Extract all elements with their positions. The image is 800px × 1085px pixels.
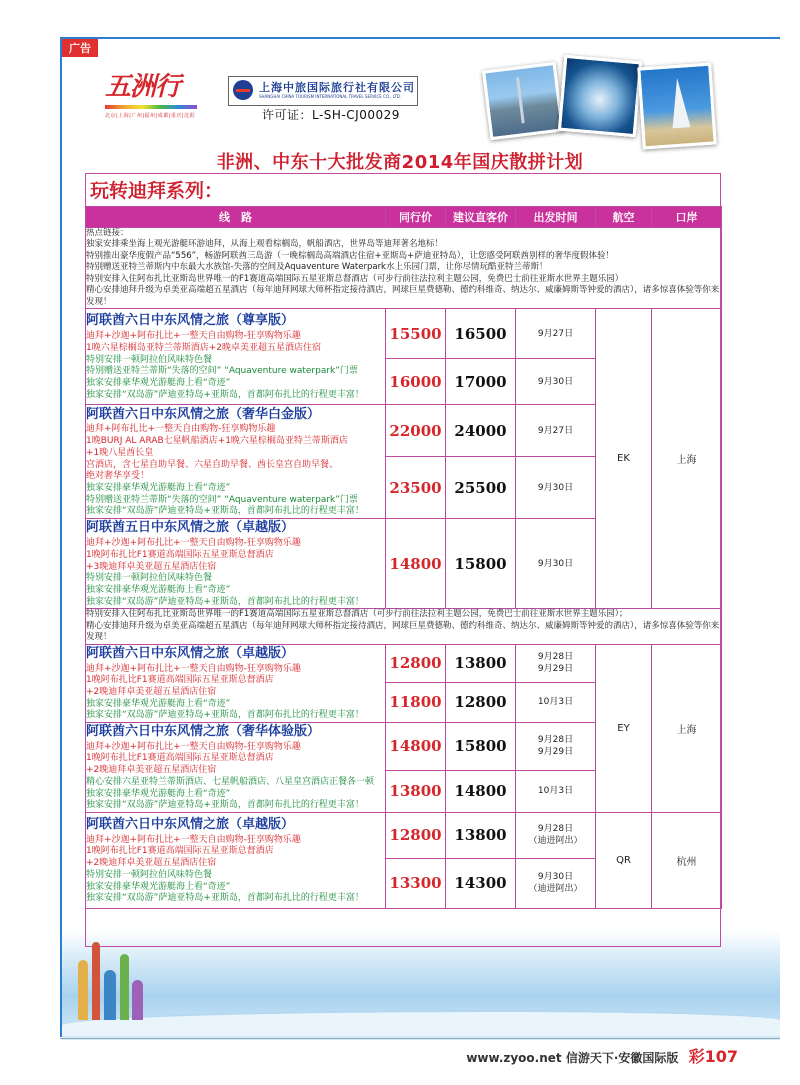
retail-price: 14300 xyxy=(446,858,516,908)
retail-price: 13800 xyxy=(446,644,516,682)
route-cell xyxy=(86,722,386,812)
wuzhou-logo xyxy=(105,66,205,126)
landmark-statues-icon xyxy=(72,938,152,1020)
tour-feature: 独家安排豪华观光游艇海上看“奇迹” xyxy=(86,584,231,595)
col-header-trade-price: 同行价 xyxy=(386,207,446,228)
footer-brand: 信游天下·安徽国际版 xyxy=(565,1051,679,1065)
route-cell xyxy=(86,644,386,722)
tour-feature: 1晚阿布扎比F1赛道高端国际五星亚斯总督酒店 xyxy=(86,846,274,857)
col-header-route: 线 路 xyxy=(86,207,386,228)
tour-feature: +2晚迪拜卓美亚超五星酒店住宿 xyxy=(86,765,217,776)
tour-feature: 独家安排“双岛游”萨迪亚特岛+亚斯岛，首都阿布扎比的行程更丰富！ xyxy=(86,506,364,517)
departure-date: 9月27日 xyxy=(516,405,596,457)
hot-info-row xyxy=(86,228,722,309)
tour-feature: 独家安排豪华观光游艇海上看“奇迹” xyxy=(86,881,231,892)
footer-rule xyxy=(60,1038,780,1039)
retail-price: 17000 xyxy=(446,359,516,405)
retail-price: 24000 xyxy=(446,405,516,457)
palm-island-photo xyxy=(558,55,642,138)
tour-feature: 绝对奢华享受！ xyxy=(86,471,150,482)
table-header-row xyxy=(86,207,722,228)
retail-price: 16500 xyxy=(446,309,516,359)
departure-port: 上海 xyxy=(652,644,722,812)
page-number: 彩107 xyxy=(688,1047,738,1066)
trade-price: 13300 xyxy=(386,858,446,908)
trade-price: 11800 xyxy=(386,682,446,722)
route-cell xyxy=(86,812,386,908)
mid-info-line: 精心安排迪拜升级为卓美亚高端超五星酒店（每年迪拜网球大师杯指定接待酒店，网球巨星费德勒、德约科维奇、纳达尔、威廉姆斯等钟爱的酒店），诸多惊喜体验等你来发现！ xyxy=(86,620,720,643)
tour-feature: +2晚迪拜卓美亚超五星酒店住宿 xyxy=(86,686,217,697)
wuzhou-logo-subtitle: 北京|上海|广州|福州|成都|重庆|沈阳 xyxy=(105,113,196,119)
trade-price: 15500 xyxy=(386,309,446,359)
agency-name: 上海中旅国际旅行社有限公司 xyxy=(259,81,415,94)
tour-feature: 迪拜+沙迦+阿布扎比+一整天自由购物-狂享购物乐趣 xyxy=(86,663,301,674)
tour-feature: 独家安排“双岛游”萨迪亚特岛+亚斯岛，首都阿布扎比的行程更丰富！ xyxy=(86,596,364,607)
tour-feature: 迪拜+沙迦+阿布扎比+一整天自由购物-狂享购物乐趣 xyxy=(86,834,301,845)
table-row xyxy=(86,812,722,858)
col-header-retail-price: 建议直客价 xyxy=(446,207,516,228)
tour-feature: 独家安排豪华观光游艇海上看“奇迹” xyxy=(86,377,231,388)
hot-info-line: 特别安排入住阿布扎比亚斯岛世界唯一的F1赛道高端国际五星亚斯总督酒店（可步行前往法拉利主题公园，免费巴士前往亚斯水世界主题乐园） xyxy=(86,273,624,284)
tour-title: 阿联酋六日中东风情之旅（尊享版） xyxy=(86,313,295,329)
tour-feature: 1晚BURJ AL ARAB七星帆船酒店+1晚六星棕榈岛亚特兰蒂斯酒店 xyxy=(86,436,348,447)
tour-feature: 独家安排“双岛游”萨迪亚特岛+亚斯岛，首都阿布扎比的行程更丰富！ xyxy=(86,710,364,721)
tour-feature: 独家安排“双岛游”萨迪亚特岛+亚斯岛，首都阿布扎比的行程更丰富！ xyxy=(86,389,364,400)
tour-feature: 宫酒店，含七星自助早餐、六星自助早餐、酋长皇宫自助早餐、 xyxy=(86,459,339,470)
col-header-departure: 出发时间 xyxy=(516,207,596,228)
tour-feature: 特别赠送亚特兰蒂斯“失落的空间” “Aquaventure waterpark”门票 xyxy=(86,494,358,505)
agency-logo xyxy=(228,76,418,106)
route-cell xyxy=(86,519,386,609)
airline-code: QR xyxy=(596,812,652,908)
page-title: 非洲、中东十大批发商2014年国庆散拼计划 xyxy=(216,152,584,173)
tour-feature: +1晚八星酋长皇 xyxy=(86,447,154,458)
tour-feature: +3晚迪拜卓美亚超五星酒店住宿 xyxy=(86,561,217,572)
tour-feature: 特别赠送亚特兰蒂斯“失落的空间” “Aquaventure waterpark”门票 xyxy=(86,366,358,377)
agency-english-name: SHANGHAI CHINA TOURISM INTERNATIONAL TRAVEL SERVICE CO., LTD. xyxy=(259,94,402,99)
trade-price: 23500 xyxy=(386,457,446,519)
tour-feature: 独家安排豪华观光游艇海上看“奇迹” xyxy=(86,698,231,709)
tour-feature: 特别安排一顿阿拉伯风味特色餐 xyxy=(86,869,213,880)
retail-price: 25500 xyxy=(446,457,516,519)
ad-label: 广告 xyxy=(62,39,98,57)
tour-feature: 迪拜+阿布扎比+一整天自由购物-狂享购物乐趣 xyxy=(86,424,276,435)
tour-feature: 独家安排“双岛游”萨迪亚特岛+亚斯岛，首都阿布扎比的行程更丰富！ xyxy=(86,800,364,811)
trade-price: 14800 xyxy=(386,722,446,770)
series-title: 玩转迪拜系列： xyxy=(90,180,224,202)
burj-al-arab-photo xyxy=(637,63,717,150)
dubai-skyline-photo xyxy=(482,62,564,140)
tour-title: 阿联酋六日中东风情之旅（卓越版） xyxy=(86,645,295,661)
departure-date: 9月30日 （迪进阿出） xyxy=(516,858,596,908)
retail-price: 13800 xyxy=(446,812,516,858)
departure-date: 10月3日 xyxy=(516,770,596,812)
table-row xyxy=(86,309,722,359)
tour-title: 阿联酋五日中东风情之旅（卓越版） xyxy=(86,520,295,536)
col-header-port: 口岸 xyxy=(652,207,722,228)
retail-price: 12800 xyxy=(446,682,516,722)
tour-feature: 独家安排“双岛游”萨迪亚特岛+亚斯岛，首都阿布扎比的行程更丰富！ xyxy=(86,893,364,904)
schedule-table xyxy=(85,206,722,909)
trade-price: 14800 xyxy=(386,519,446,609)
airline-code: EY xyxy=(596,644,652,812)
hot-info-line: 独家安排乘坐海上观光游艇环游迪拜，从海上观看棕榈岛，帆船酒店，世界岛等迪拜著名地标！ xyxy=(86,239,444,250)
departure-date: 9月27日 xyxy=(516,309,596,359)
tour-feature: +2晚迪拜卓美亚超五星酒店住宿 xyxy=(86,858,217,869)
trade-price: 16000 xyxy=(386,359,446,405)
tour-feature: 1晚阿布扎比F1赛道高端国际五星亚斯总督酒店 xyxy=(86,753,274,764)
tour-title: 阿联酋六日中东风情之旅（奢华体验版） xyxy=(86,723,321,739)
mid-info-row xyxy=(86,609,722,644)
hot-info-line: 特别推出豪华度假产品“556”，畅游阿联酋三岛游（一晚棕榈岛高端酒店住宿+亚斯岛+萨迪亚特岛），让您感受阿联酋别样的奢华度假体验！ xyxy=(86,250,615,261)
trade-price: 12800 xyxy=(386,812,446,858)
agency-emblem-icon xyxy=(233,80,253,100)
hot-info-line: 特别赠送亚特兰蒂斯内中东最大水族馆-失落的空间及Aquaventure Waterpark水上乐园门票，让你尽情玩酷亚特兰蒂斯！ xyxy=(86,262,548,273)
wave-decoration xyxy=(62,1010,780,1036)
tour-title: 阿联酋六日中东风情之旅（奢华白金版） xyxy=(86,406,321,422)
retail-price: 15800 xyxy=(446,519,516,609)
departure-date: 9月30日 xyxy=(516,359,596,405)
departure-date: 9月28日 9月29日 xyxy=(516,644,596,682)
col-header-airline: 航空 xyxy=(596,207,652,228)
departure-date: 9月30日 xyxy=(516,457,596,519)
trade-price: 22000 xyxy=(386,405,446,457)
tour-feature: 独家安排豪华观光游艇海上看“奇迹” xyxy=(86,788,231,799)
hot-info xyxy=(86,228,722,309)
departure-date: 9月28日 （迪进阿出） xyxy=(516,812,596,858)
departure-date: 9月30日 xyxy=(516,519,596,609)
route-cell xyxy=(86,309,386,405)
hot-info-line: 热点链接： xyxy=(86,228,129,238)
mid-info xyxy=(86,609,722,644)
hot-info-line: 精心安排迪拜升级为卓美亚高端超五星酒店（每年迪拜网球大师杯指定接待酒店，网球巨星费德勒、德约科维奇、纳达尔、威廉姆斯等钟爱的酒店），诸多惊喜体验等你来发现！ xyxy=(86,285,720,307)
tour-feature: 迪拜+沙迦+阿布扎比+一整天自由购物-狂享购物乐趣 xyxy=(86,741,301,752)
license-number: 许可证：L-SH-CJ00029 xyxy=(262,108,400,122)
departure-date: 9月28日 9月29日 xyxy=(516,722,596,770)
header-rule xyxy=(60,37,780,39)
tour-feature: 特别安排一顿阿拉伯风味特色餐 xyxy=(86,573,213,584)
departure-port: 上海 xyxy=(652,309,722,609)
airline-code: EK xyxy=(596,309,652,609)
tour-feature: 精心安排六星亚特兰蒂斯酒店、七星帆船酒店、八星皇宫酒店正餐各一顿 xyxy=(86,776,375,787)
footer-url[interactable]: www.zyoo.net xyxy=(466,1051,562,1065)
tour-feature: 迪拜+沙迦+阿布扎比+一整天自由购物-狂享购物乐趣 xyxy=(86,538,301,549)
table-row xyxy=(86,644,722,682)
retail-price: 14800 xyxy=(446,770,516,812)
footer xyxy=(466,1044,738,1067)
route-cell xyxy=(86,405,386,519)
retail-price: 15800 xyxy=(446,722,516,770)
wuzhou-logo-name: 五洲行 xyxy=(105,72,181,102)
tour-feature: 迪拜+沙迦+阿布扎比+一整天自由购物-狂享购物乐趣 xyxy=(86,331,301,342)
tour-feature: 1晚六星棕榈岛亚特兰蒂斯酒店+2晚卓美亚超五星酒店住宿 xyxy=(86,342,321,353)
departure-date: 10月3日 xyxy=(516,682,596,722)
rainbow-stripe-icon xyxy=(105,105,197,109)
tour-feature: 1晚阿布扎比F1赛道高端国际五星亚斯总督酒店 xyxy=(86,549,274,560)
trade-price: 13800 xyxy=(386,770,446,812)
tour-feature: 独家安排豪华观光游艇海上看“奇迹” xyxy=(86,482,231,493)
tour-feature: 1晚阿布扎比F1赛道高端国际五星亚斯总督酒店 xyxy=(86,675,274,686)
left-rule xyxy=(60,37,62,1037)
departure-port: 杭州 xyxy=(652,812,722,908)
mid-info-line: 特别安排入住阿布扎比亚斯岛世界唯一的F1赛道高端国际五星亚斯总督酒店（可步行前往法拉利主题公园，免费巴士前往亚斯水世界主题乐园）； xyxy=(86,609,628,620)
trade-price: 12800 xyxy=(386,644,446,682)
tour-feature: 特别安排一顿阿拉伯风味特色餐 xyxy=(86,354,213,365)
tour-title: 阿联酋六日中东风情之旅（卓越版） xyxy=(86,816,295,832)
